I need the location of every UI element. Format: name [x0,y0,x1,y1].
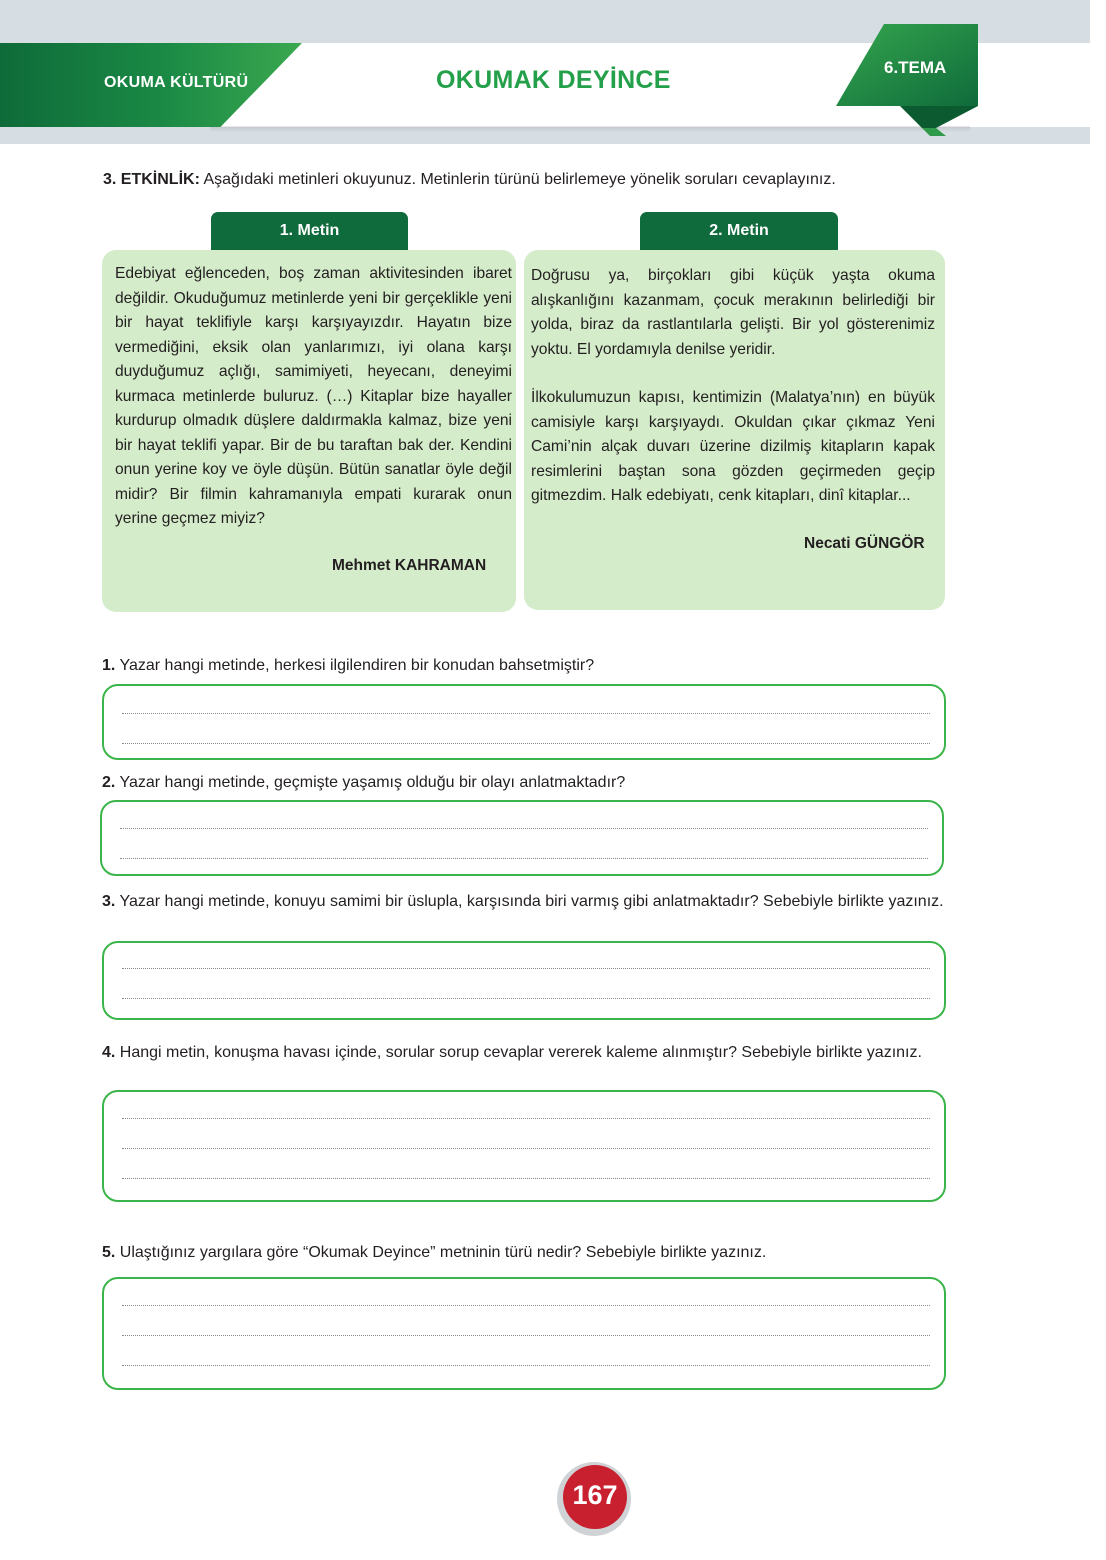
question-text: Yazar hangi metinde, geçmişte yaşamış olduğu bir olayı anlatmaktadır? [119,774,626,791]
theme-ribbon-icon [836,24,980,136]
answer-line [120,858,928,859]
answer-line [122,743,930,744]
question-number: 5. [102,1244,116,1261]
question-1 [102,653,946,678]
question-4 [102,1040,946,1065]
activity-intro [103,170,836,190]
text-2-paragraph-2: İlkokulumuzun kapısı, kentimizin (Malatya’nın) en büyük camisiyle karşı karşıyaydı. Okuldan çıkar çıkmaz Yeni Cami’nin alçak duvarı üzerine dizilmiş kitapların kapak resimlerini baştan sona gözden geçirmeden geçip gitmezdim. Halk edebiyatı, cenk kitapları, dinî kitaplar... [531,389,935,504]
question-text: Ulaştığınız yargılara göre “Okumak Deyince” metninin türü nedir? Sebebiyle birlikte yazınız. [119,1244,767,1261]
question-5 [102,1240,946,1265]
question-number: 4. [102,1044,116,1061]
text-1-author: Mehmet KAHRAMAN [332,557,487,574]
answer-box-2[interactable] [100,800,944,876]
answer-line [122,1305,930,1306]
activity-label: 3. ETKİNLİK: [103,171,200,188]
theme-label: 6.TEMA [884,58,947,77]
question-number: 1. [102,657,116,674]
question-text: Yazar hangi metinde, konuyu samimi bir üslupla, karşısında biri varmış gibi anlatmaktadır? Sebebiyle birlikte yazınız. [119,893,944,910]
text-2-body [531,264,935,509]
answer-line [120,828,928,829]
text-1-tab: 1. Metin [211,212,408,250]
text-2-paragraph-1: Doğrusu ya, birçokları gibi küçük yaşta okuma alışkanlığını kazanmam, çocuk merakının belirlediği bir yolda, biraz da rastlantılarla gelişti. Bir yol gösterenimiz yoktu. El yordamıyla denilse yeridir. [531,267,935,358]
question-number: 3. [102,893,116,910]
text-1-paragraph: Edebiyat eğlenceden, boş zaman aktivitesinden ibaret değildir. Okuduğumuz metinlerde yeni bir gerçeklikle yeni bir hayat teklifiyle karşı karşıyayızdır. Hayatın bize vermediğini, eksik olan yanlarımızı, iyi olana karşı duyduğumuz açlığı, samimiyeti, heyecanı, deneyimi kurmaca metinlerde buluruz. (…) Kitaplar bize hayaller kurdurup olmadık düşlere daldırmakla kalmaz, bize yeni bir hayat teklifi yapar. Bir de bu taraftan bak der. Kendini onun yerine koy ve öyle düşün. Bütün sanatlar öyle değil midir? Bir filmin kahramanıyla empati kurarak onun yerine geçmez miyiz? [115,265,512,527]
answer-line [122,1365,930,1366]
question-3 [102,889,946,914]
question-2 [102,770,946,795]
answer-line [122,713,930,714]
text-2-author: Necati GÜNGÖR [804,535,925,552]
answer-line [122,1148,930,1149]
page-title: OKUMAK DEYİNCE [436,66,671,94]
answer-box-1[interactable] [102,684,946,760]
answer-line [122,1178,930,1179]
answer-box-5[interactable] [102,1277,946,1390]
text-1-body [115,262,512,532]
answer-line [122,1335,930,1336]
answer-box-4[interactable] [102,1090,946,1202]
section-label: OKUMA KÜLTÜRÜ [104,74,249,91]
text-2-tab: 2. Metin [640,212,838,250]
answer-box-3[interactable] [102,941,946,1020]
question-text: Yazar hangi metinde, herkesi ilgilendiren bir konudan bahsetmiştir? [119,657,595,674]
activity-instruction: Aşağıdaki metinleri okuyunuz. Metinlerin türünü belirlemeye yönelik soruları cevaplayınız. [203,171,836,188]
question-text: Hangi metin, konuşma havası içinde, sorular sorup cevaplar vererek kaleme alınmıştır? Sebebiyle birlikte yazınız. [119,1044,922,1061]
answer-line [122,998,930,999]
answer-line [122,1118,930,1119]
page-number: 167 [563,1465,627,1529]
question-number: 2. [102,774,116,791]
answer-line [122,968,930,969]
